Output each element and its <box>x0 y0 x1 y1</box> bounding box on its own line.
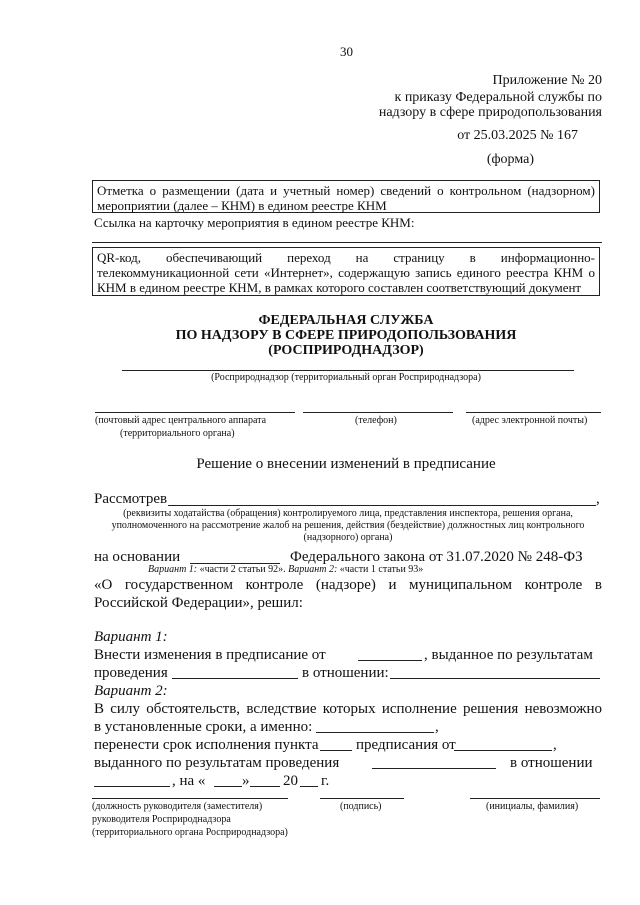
appendix-order-date: от 25.03.2025 № 167 <box>457 128 578 143</box>
page-number: 30 <box>340 44 353 59</box>
variant-2-date-blank <box>454 750 552 751</box>
variant-1-line-1b: , выданное по результатам <box>424 647 593 663</box>
law-name: «О государственном контроле (надзоре) и муниципальном контроле в Российской Федерации», решил: <box>94 577 602 611</box>
variant-2-item-blank <box>320 750 352 751</box>
variant-1-heading: Вариант 1: <box>94 629 168 645</box>
variant-1-date-blank <box>358 660 422 661</box>
variant-2-line-4a: выданного по результатам проведения <box>94 755 340 771</box>
variant-2-line-4b: в отношении <box>510 755 593 771</box>
appendix-line-1: Приложение № 20 <box>492 73 602 88</box>
considered-caption: (реквизиты ходатайства (обращения) контролируемого лица, представления инспектора, решения органа, уполномоченного на рассмотрение жалоб на решения, действия (бездействие) должностных лиц контрольного (надзорного) органа) <box>111 508 585 543</box>
variant-2-line-3b: предписания от <box>356 737 456 753</box>
variant-1-line-2a: проведения <box>94 665 168 681</box>
initials-line <box>470 798 600 799</box>
variant-note-2-text: «части 1 статьи 93» <box>339 564 424 575</box>
position-caption-3: (территориального органа Росприроднадзора) <box>92 827 288 838</box>
registry-link-line <box>92 242 602 243</box>
signature-line <box>320 798 404 799</box>
agency-name-line-2: ПО НАДЗОРУ В СФЕРЕ ПРИРОДОПОЛЬЗОВАНИЯ <box>175 328 517 343</box>
variant-note-1: Вариант 1: <box>148 564 198 575</box>
form-label: (форма) <box>486 152 534 167</box>
initials-caption: (инициалы, фамилия) <box>486 801 579 812</box>
position-line <box>92 798 288 799</box>
basis-suffix: Федерального закона от 31.07.2020 № 248-ФЗ <box>290 549 583 565</box>
registry-placement-box: Отметка о размещении (дата и учетный номер) сведений о контрольном (надзорном) мероприятии (далее – КНМ) в едином реестре КНМ <box>92 180 600 213</box>
postal-address-caption: (почтовый адрес центрального аппарата <box>95 415 267 426</box>
phone-line <box>303 412 453 413</box>
registry-link-label: Ссылка на карточку мероприятия в едином реестре КНМ: <box>94 215 415 230</box>
appendix-line-2: к приказу Федеральной службы по <box>394 90 602 105</box>
variant-note-2: Вариант 2: <box>288 564 338 575</box>
basis-prefix: на основании <box>94 549 181 565</box>
qr-code-box: QR-код, обеспечивающий переход на страницу в информационно-телекоммуникационной сети «Интернет», содержащую запись единого реестра КНМ о КНМ в едином реестре КНМ, в рамках которого составлен соответствующий документ <box>92 247 600 296</box>
considered-label: Рассмотрев <box>94 491 168 507</box>
variant-2-line-5a: , на « <box>172 773 206 789</box>
variant-2-line-1: В силу обстоятельств, вследствие которых исполнение решения невозможно <box>94 701 602 717</box>
variant-2-line-3-end: , <box>553 737 557 753</box>
document-title: Решение о внесении изменений в предписание <box>196 456 496 472</box>
variant-1-knm-blank <box>172 678 298 679</box>
variant-2-line-2: в установленные сроки, а именно: <box>94 719 313 735</box>
considered-line <box>168 505 596 506</box>
variant-2-heading: Вариант 2: <box>94 683 168 699</box>
variant-1-line-1a: Внести изменения в предписание от <box>94 647 326 663</box>
variant-1-subject-blank <box>390 678 600 679</box>
variant-2-day-blank <box>214 786 242 787</box>
email-caption: (адрес электронной почты) <box>472 415 588 426</box>
variant-2-subject-blank <box>94 786 170 787</box>
agency-name-line-1: ФЕДЕРАЛЬНАЯ СЛУЖБА <box>258 313 434 328</box>
appendix-line-3: надзору в сфере природопользования <box>378 105 602 120</box>
variant-2-line-3a: перенести срок исполнения пункта <box>94 737 319 753</box>
variant-1-line-2b: в отношении: <box>302 665 389 681</box>
variant-2-knm-blank <box>372 768 496 769</box>
variant-2-line-5c: 20 <box>283 773 298 789</box>
variant-2-reason-blank <box>316 732 434 733</box>
agency-line <box>122 370 574 371</box>
email-line <box>466 412 601 413</box>
postal-address-caption-2: (территориального органа) <box>120 428 235 439</box>
position-caption-1: (должность руководителя (заместителя) <box>92 801 263 812</box>
position-caption-2: руководителя Росприроднадзора <box>92 814 231 825</box>
variant-2-line-2-end: , <box>435 719 439 735</box>
variant-2-line-5d: г. <box>321 773 330 789</box>
agency-caption: (Росприроднадзор (территориальный орган Росприроднадзора) <box>211 372 481 383</box>
variant-note-1-text: «части 2 статьи 92». <box>199 564 286 575</box>
variant-2-month-blank <box>250 786 280 787</box>
variant-2-line-5b: » <box>242 773 250 789</box>
phone-caption: (телефон) <box>355 415 397 426</box>
considered-comma: , <box>596 491 600 507</box>
signature-caption: (подпись) <box>340 801 382 812</box>
variant-2-year-blank <box>300 786 318 787</box>
postal-address-line <box>95 412 295 413</box>
agency-name-line-3: (РОСПРИРОДНАДЗОР) <box>268 343 424 358</box>
